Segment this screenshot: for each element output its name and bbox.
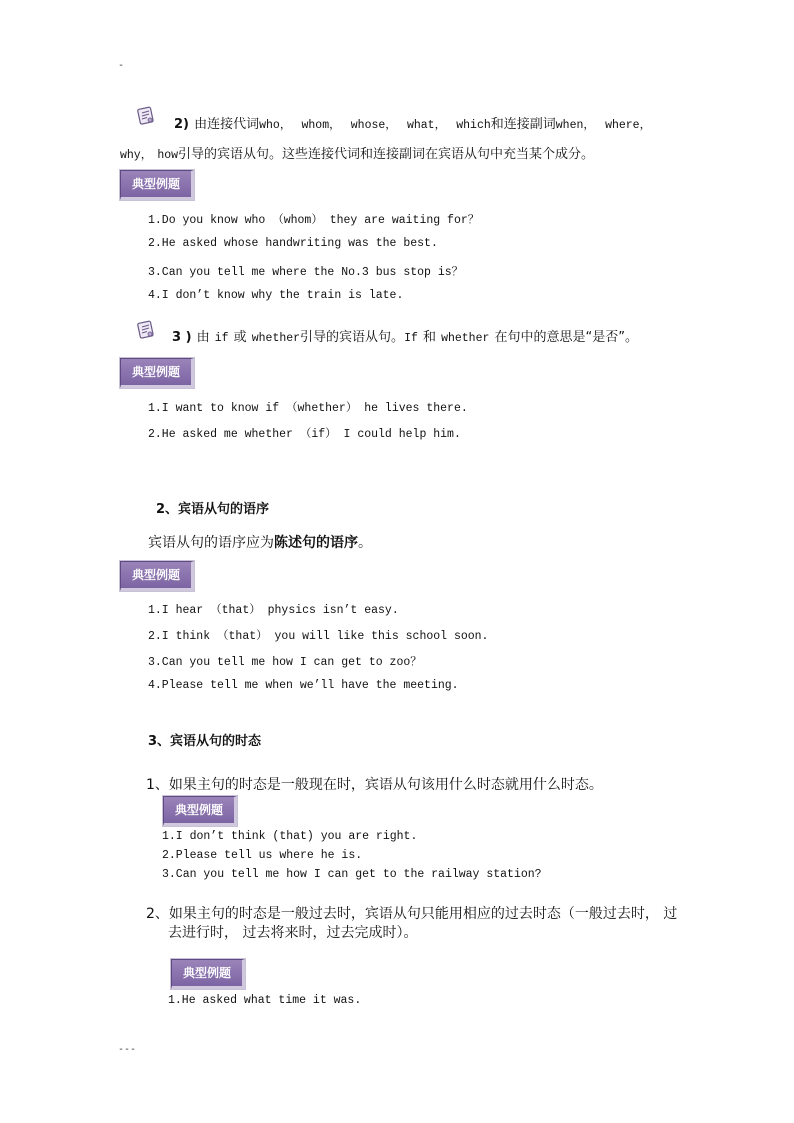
header-mark: - bbox=[118, 60, 125, 71]
section-2-line-2 bbox=[120, 143, 594, 162]
example-badge-4: 典型例题 bbox=[163, 796, 237, 826]
point-1-number: 1、 bbox=[146, 777, 169, 793]
section-2-text-2: 和连接副词 bbox=[490, 117, 556, 132]
word-order-body bbox=[148, 532, 372, 552]
section-3-text-1: 由 bbox=[196, 330, 210, 345]
example-line: 3.Can you tell me how I can get to the railway station? bbox=[162, 868, 542, 881]
point-1-text: 如果主句的时态是一般现在时，宾语从句该用什么时态就用什么时态。 bbox=[168, 777, 603, 793]
word-whether-2: whether bbox=[441, 332, 490, 345]
word-if: if bbox=[214, 332, 229, 345]
notebook-icon bbox=[136, 320, 156, 340]
example-badge-1: 典型例题 bbox=[120, 170, 194, 200]
example-badge-3: 典型例题 bbox=[120, 561, 194, 591]
example-line: 1.Do you know who （whom） they are waiting for？ bbox=[148, 214, 480, 227]
word-whom: whom， bbox=[301, 119, 341, 132]
example-badge-5: 典型例题 bbox=[171, 959, 245, 989]
section-2-text-1: 由连接代词 bbox=[194, 117, 260, 132]
section-3-text-3: 引导的宾语从句。 bbox=[300, 330, 405, 345]
word-whether: whether bbox=[251, 332, 301, 345]
word-when: when， bbox=[555, 119, 595, 132]
section-2-text-3: 引导的宾语从句。这些连接代词和连接副词在宾语从句中充当某个成分。 bbox=[178, 147, 595, 162]
section-3-text-5: 在句中的意思是“是否”。 bbox=[494, 330, 638, 345]
section-3-text-2: 或 bbox=[233, 330, 247, 345]
word-order-bold: 陈述句的语序 bbox=[274, 535, 358, 551]
section-3-heading bbox=[172, 326, 638, 345]
point-2-line-1: 如果主句的时态是一般过去时，宾语从句只能用相应的过去时态（一般过去时， 过 bbox=[168, 906, 678, 922]
section-3-text-4: 和 bbox=[422, 330, 436, 345]
heading-word-order: 2、宾语从句的语序 bbox=[156, 502, 270, 517]
example-line: 4.I don’t know why the train is late. bbox=[148, 289, 404, 302]
example-line: 1.I want to know if （whether） he lives there. bbox=[148, 402, 468, 415]
example-line: 2.He asked whose handwriting was the best. bbox=[148, 237, 438, 250]
example-line: 2.He asked me whether （if） I could help him. bbox=[148, 428, 461, 441]
example-line: 2.Please tell us where he is. bbox=[162, 849, 363, 862]
section-2-heading bbox=[174, 113, 651, 132]
word-why: why， bbox=[120, 149, 153, 162]
point-2-line-2: 去进行时， 过去将来时，过去完成时）。 bbox=[168, 925, 418, 941]
word-whose: whose， bbox=[350, 119, 397, 132]
word-order-text: 宾语从句的语序应为 bbox=[148, 535, 274, 551]
example-line: 4.Please tell me when we’ll have the meeting. bbox=[148, 679, 459, 692]
example-line: 2.I think （that） you will like this school soon. bbox=[148, 630, 489, 643]
word-if-cap: If bbox=[404, 332, 418, 345]
word-how: how bbox=[157, 149, 179, 162]
word-where: where， bbox=[605, 119, 652, 132]
heading-tense: 3、宾语从句的时态 bbox=[148, 734, 262, 749]
section-3-number: 3 ) bbox=[172, 330, 192, 345]
example-line: 1.I hear （that） physics isn’t easy. bbox=[148, 604, 399, 617]
example-line: 3.Can you tell me how I can get to zoo？ bbox=[148, 656, 422, 669]
tense-point-1 bbox=[146, 774, 603, 794]
example-line: 1.He asked what time it was. bbox=[168, 994, 362, 1007]
example-line: 3.Can you tell me where the No.3 bus stop is？ bbox=[148, 266, 464, 279]
word-which: which bbox=[456, 119, 491, 132]
notebook-icon bbox=[136, 106, 156, 126]
example-line: 1.I don’t think (that) you are right. bbox=[162, 830, 418, 843]
word-who: who， bbox=[259, 119, 292, 132]
example-badge-2: 典型例题 bbox=[120, 358, 194, 388]
footer-mark: --- bbox=[118, 1044, 137, 1055]
section-2-number: 2) bbox=[174, 117, 189, 132]
point-2-number: 2、 bbox=[146, 906, 169, 922]
tense-point-2 bbox=[146, 903, 677, 923]
word-what: what， bbox=[406, 119, 447, 132]
word-order-end: 。 bbox=[358, 535, 372, 551]
